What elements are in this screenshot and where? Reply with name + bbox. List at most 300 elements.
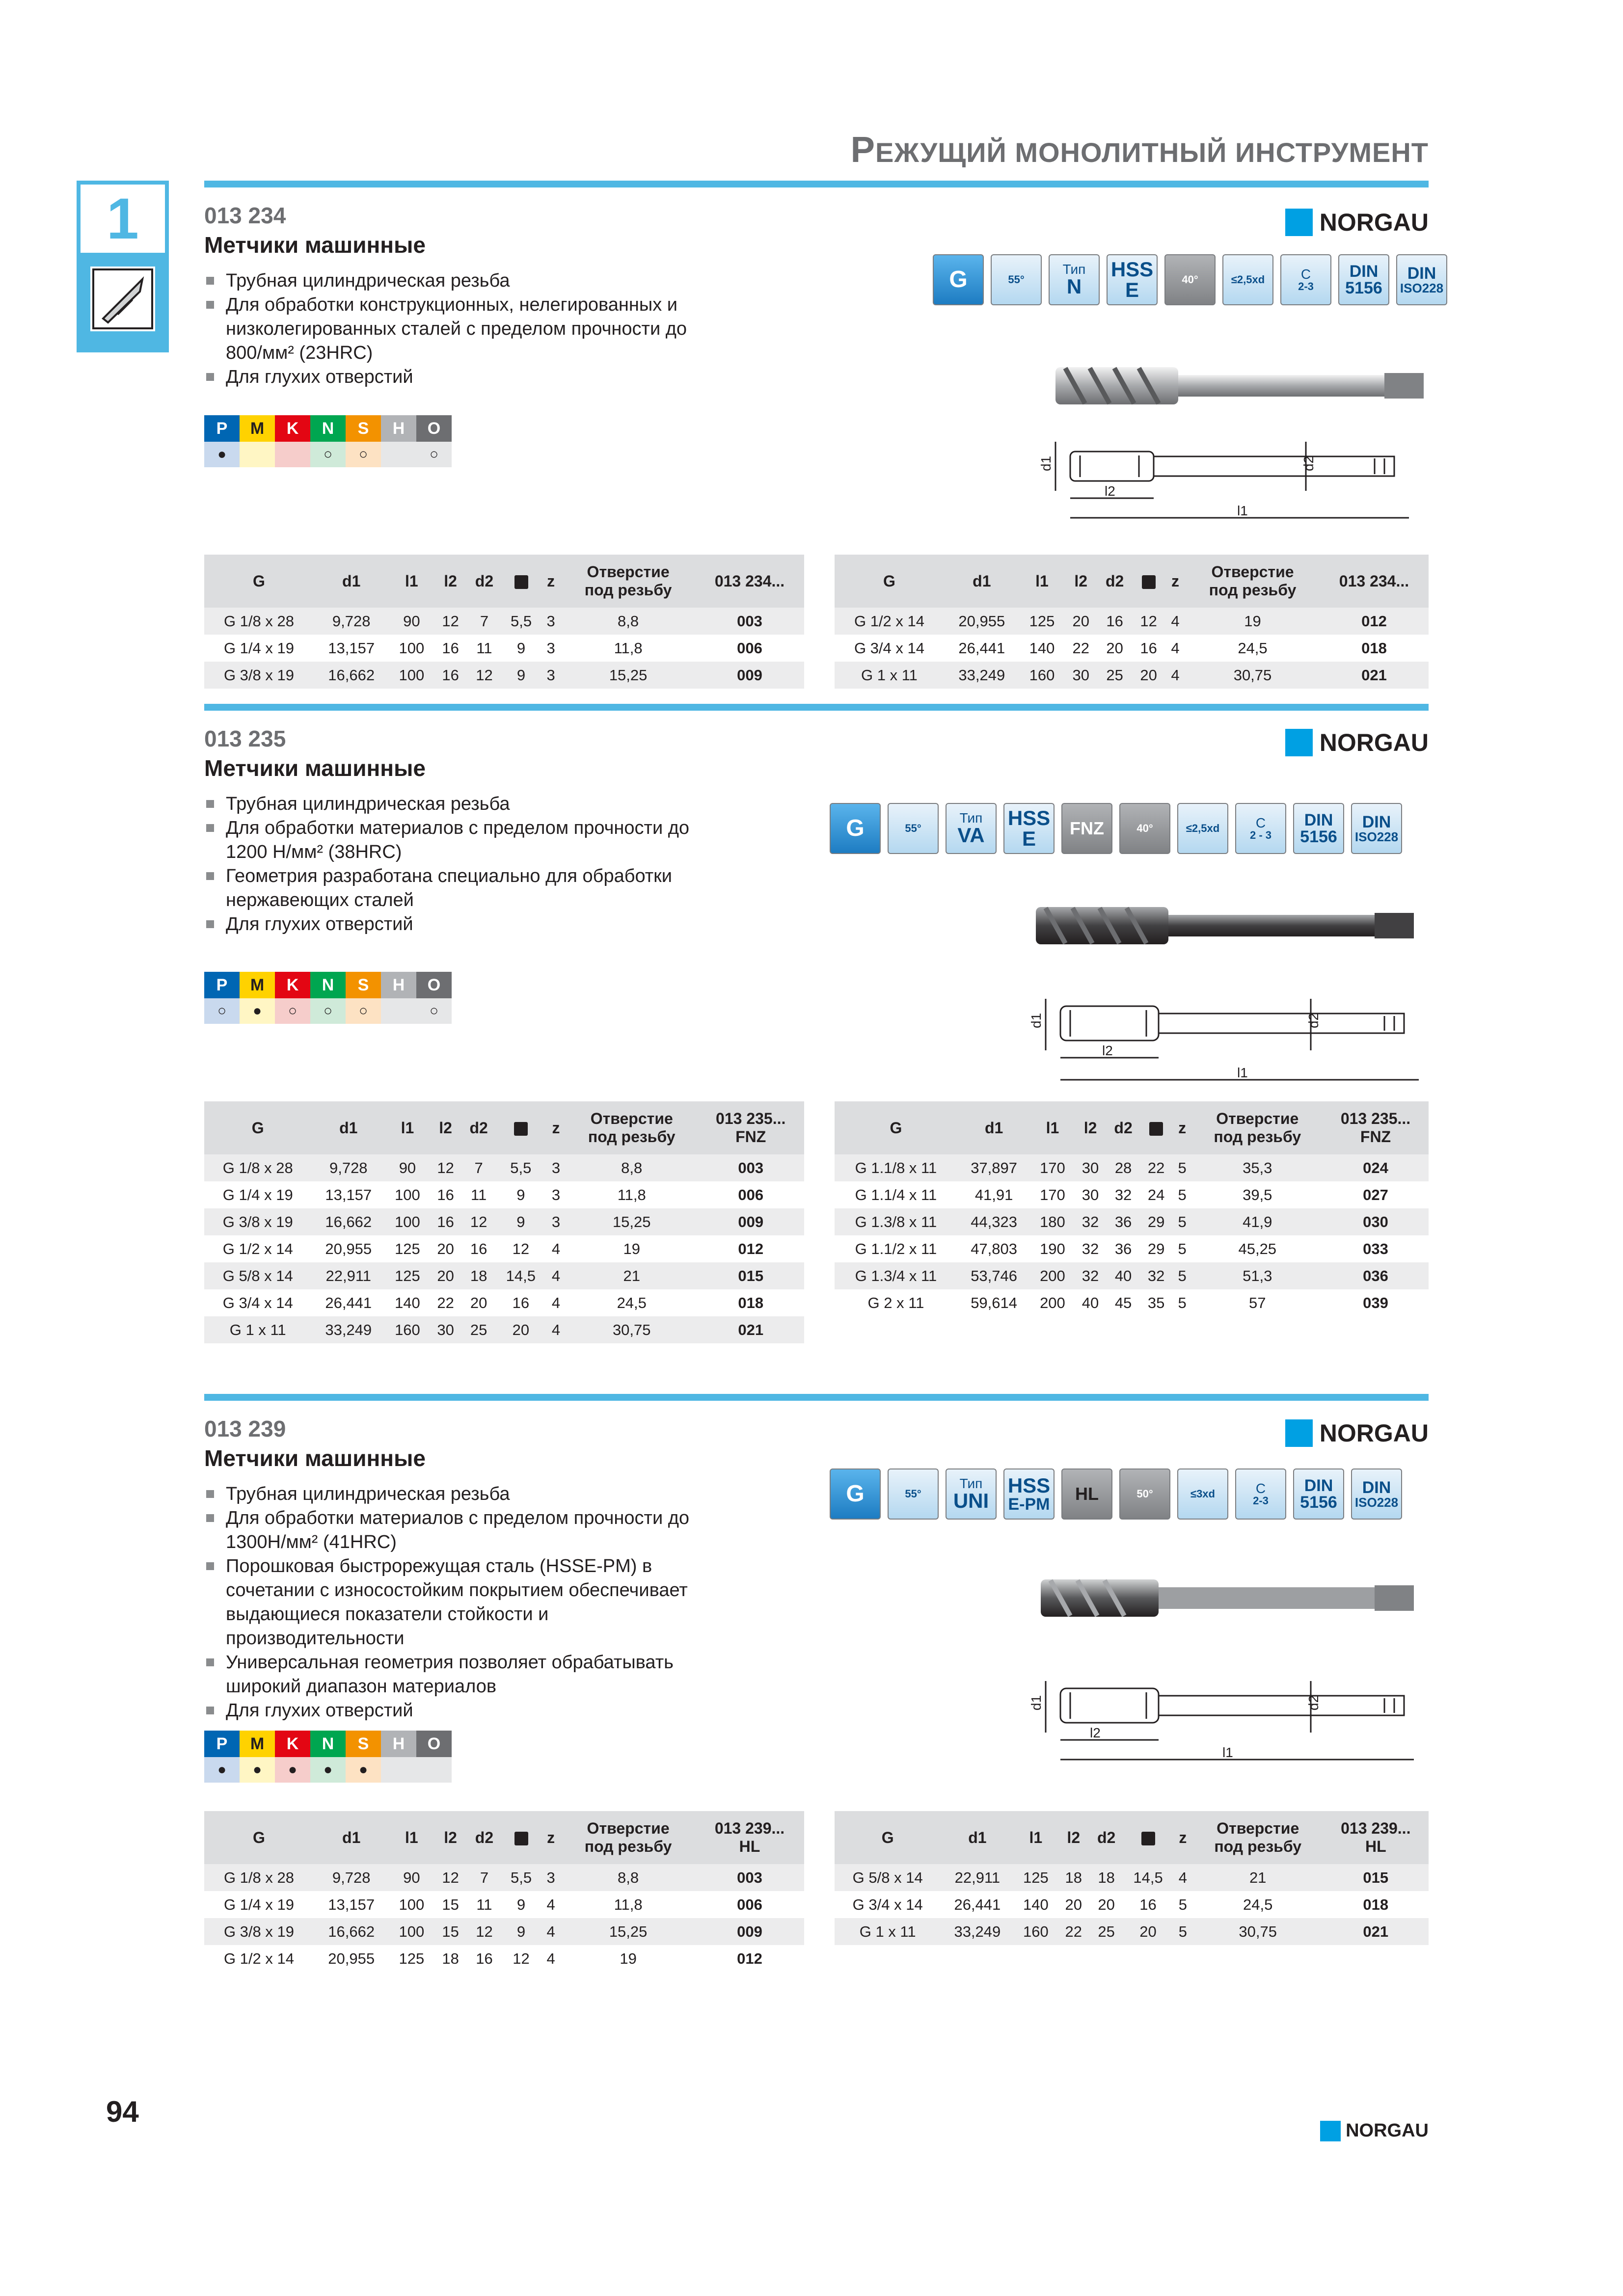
table-cell: 21: [566, 1262, 697, 1289]
table-cell: 11,8: [614, 639, 643, 657]
helix-angle-icon: 50°: [1119, 1468, 1170, 1520]
table-cell: G 1 x 11: [835, 1918, 941, 1945]
page-header-title: РЕЖУЩИЙ МОНОЛИТНЫЙ ИНСТРУМЕНТ: [850, 129, 1429, 170]
table-cell: 4: [1173, 1864, 1193, 1891]
table-cell: G 1/8 x 28: [204, 608, 314, 635]
din-iso228-icon: DIN ISO228: [1351, 1468, 1402, 1520]
table-cell: 20: [1065, 1896, 1082, 1913]
table-cell: 9: [516, 639, 526, 657]
helix-angle-icon: 40°: [1119, 803, 1170, 854]
spec-table-left: G d1 l1 l2 d2 z Отверстие под резьбу 013 239... HL G 1/8 x 28 9,728 90 12 7 5,5 3 8,8 003 G 1/4 x 19 13,157 100 15 11 9 4 11,8 006 G 3/8 x 19 16,662 100 15 12 9 4 15,25 009 G 1/2 x 14 20,955 125 18 16 12 4 19 012: [204, 1811, 804, 1972]
section-title: Метчики машинные: [204, 755, 426, 781]
table-cell: 20: [1132, 662, 1165, 689]
brand-logo: NORGAU: [1285, 208, 1429, 237]
table-cell: 26,441: [325, 1294, 372, 1311]
suitability-mark: [381, 1757, 416, 1783]
feature-list: [204, 1482, 725, 1723]
feature-list: [204, 792, 725, 936]
table-cell: G 1/4 x 19: [222, 1186, 293, 1203]
table-cell: 140: [395, 1294, 420, 1311]
material-o: O: [416, 972, 452, 998]
table-cell: 51,3: [1192, 1262, 1323, 1289]
table-cell: 15,25: [561, 662, 695, 689]
table-cell: 20: [430, 1262, 462, 1289]
suitability-mark: ○: [346, 442, 381, 467]
table-row: [835, 1289, 1429, 1316]
table-cell: 20: [470, 1294, 487, 1311]
order-code-cell: 018: [1363, 1896, 1389, 1913]
table-cell: 35,3: [1192, 1154, 1323, 1181]
table-cell: 4: [551, 1294, 561, 1311]
order-code-cell: 006: [737, 639, 762, 657]
thread-g-icon: G: [830, 1468, 881, 1520]
dim-l2-label: l2: [1102, 1043, 1113, 1058]
coating-icon: HL: [1061, 1468, 1112, 1520]
table-row: [204, 1154, 804, 1181]
table-cell: 32: [1075, 1208, 1107, 1235]
table-row: [835, 1891, 1429, 1918]
hole-depth-icon: ≤2,5xd: [1177, 803, 1228, 854]
table-cell: 30,75: [1186, 662, 1320, 689]
table-cell: 4: [1165, 662, 1186, 689]
chamfer-icon: C 2 - 3: [1235, 803, 1286, 854]
spec-table-left: G d1 l1 l2 d2 z Отверстие под резьбу 013 234... G 1/8 x 28 9,728 90 12 7 5,5 3 8,8 003 G 1/4 x 19 13,157 100 16 11 9 3 11,8 006 G 3/8 x 19 16,662 100 16 12 9 3 15,25 009: [204, 555, 804, 689]
spec-table-right: G d1 l1 l2 d2 z Отверстие под резьбу 013 235... FNZ G 1.1/8 x 11 37,897 170 30 28 22 5 35,3 024 G 1.1/4 x 11 41,91 170 30 32 24 5 39,5 027 G 1.3/8 x 11 44,323 180 32 36 29 5 41,9 030 G 1.1/2 x 11 47,803 190 32 36 29 5 45,25 033 G 1.3/4 x 11 53,746 200 32 40 32 5 51,3 036 G 2 x 11 59,614 200 40 45 35 5 57 039: [835, 1101, 1429, 1316]
material-matrix: [204, 1731, 452, 1783]
table-cell: 125: [385, 1262, 430, 1289]
suitability-mark: ●: [204, 442, 240, 467]
table-cell: 35: [1147, 1294, 1165, 1311]
section-divider: [204, 1394, 1429, 1401]
table-cell: 100: [389, 662, 434, 689]
table-cell: 30,75: [1193, 1918, 1323, 1945]
section-divider: [204, 704, 1429, 711]
table-cell: 12: [467, 1918, 502, 1945]
tap-dimension-drawing: [1028, 1669, 1424, 1772]
feature-item: Для глухих отверстий: [204, 1699, 725, 1723]
table-row: [204, 1235, 804, 1262]
property-icons: [830, 803, 1402, 854]
table-cell: 18: [461, 1262, 496, 1289]
table-cell: G 3/8 x 19: [204, 1208, 311, 1235]
table-cell: G 1/4 x 19: [223, 1896, 294, 1913]
material-o: O: [416, 1731, 452, 1757]
table-cell: 125: [395, 1240, 420, 1257]
table-row: [835, 1208, 1429, 1235]
table-cell: 18: [1057, 1864, 1089, 1891]
feature-item: Геометрия разработана специально для обработки нержавеющих сталей: [204, 864, 725, 912]
tap-dimension-drawing: [1038, 427, 1429, 535]
table-cell: G 1.3/8 x 11: [835, 1208, 957, 1235]
table-cell: 22: [1072, 639, 1089, 657]
table-cell: 100: [399, 639, 425, 657]
dim-l2-label: l2: [1090, 1725, 1101, 1740]
brand-square-icon: [1285, 1419, 1313, 1447]
order-code-cell: 015: [697, 1262, 804, 1289]
material-p: P: [204, 415, 240, 442]
table-cell: G 1.1/2 x 11: [855, 1240, 937, 1257]
table-cell: 9: [496, 1208, 546, 1235]
material-m: M: [240, 972, 275, 998]
table-cell: G 1/8 x 28: [204, 1864, 314, 1891]
table-cell: 140: [1029, 639, 1055, 657]
table-cell: 5: [1172, 1154, 1192, 1181]
table-row: [835, 1864, 1429, 1891]
table-cell: 11,8: [614, 1896, 643, 1913]
square-shank-icon: [514, 1122, 528, 1136]
order-code-cell: 006: [737, 1896, 762, 1913]
table-row: [835, 1154, 1429, 1181]
order-code-cell: 012: [737, 1949, 762, 1967]
order-code-cell: 003: [695, 1864, 804, 1891]
table-cell: 24,5: [617, 1294, 647, 1311]
dim-d2-label: d2: [1306, 1695, 1321, 1710]
brand-square-icon: [1320, 2121, 1341, 2141]
table-cell: 11: [476, 639, 492, 657]
brand-square-icon: [1285, 729, 1313, 756]
suitability-mark: ○: [416, 442, 452, 467]
table-row: [835, 1181, 1429, 1208]
suitability-mark: ○: [310, 442, 346, 467]
material-k: K: [275, 415, 310, 442]
chapter-number: 1: [77, 181, 169, 257]
table-cell: 190: [1040, 1240, 1065, 1257]
thread-angle-icon: 55°: [888, 1468, 939, 1520]
tap-photo: [1055, 358, 1429, 412]
section-title: Метчики машинные: [204, 1445, 426, 1471]
table-cell: 19: [620, 1949, 637, 1967]
table-cell: 24: [1147, 1186, 1165, 1203]
suitability-mark: ○: [204, 998, 240, 1024]
table-cell: 30: [1075, 1154, 1107, 1181]
table-cell: 8,8: [566, 1154, 697, 1181]
tap-dimension-drawing: [1028, 987, 1429, 1095]
chapter-tab: [77, 181, 169, 352]
suitability-mark: [416, 1757, 452, 1783]
table-cell: 45,25: [1238, 1240, 1277, 1257]
feature-list: [204, 269, 725, 389]
table-cell: 53,746: [957, 1262, 1030, 1289]
material-h: H: [381, 972, 416, 998]
table-cell: 19: [1186, 608, 1320, 635]
table-row: [204, 1262, 804, 1289]
order-code-cell: 003: [695, 608, 804, 635]
table-cell: 170: [1030, 1154, 1074, 1181]
dim-d1-label: d1: [1038, 455, 1054, 471]
table-cell: 5: [1172, 1262, 1192, 1289]
table-cell: 16: [1139, 1896, 1157, 1913]
table-cell: 12: [467, 662, 502, 689]
dim-l1-label: l1: [1237, 1065, 1248, 1080]
table-cell: 20: [1106, 639, 1123, 657]
table-row: [204, 1208, 804, 1235]
table-cell: 5,5: [502, 1864, 541, 1891]
table-cell: 13,157: [325, 1186, 372, 1203]
order-code-cell: 012: [1320, 608, 1429, 635]
table-cell: 44,323: [957, 1208, 1030, 1235]
table-cell: 11,8: [617, 1186, 646, 1203]
square-shank-icon: [514, 575, 528, 589]
table-cell: 125: [1014, 1864, 1057, 1891]
table-cell: 16: [434, 662, 467, 689]
feature-item: Для глухих отверстий: [204, 365, 725, 389]
order-code-cell: 024: [1323, 1154, 1429, 1181]
table-cell: G 1/4 x 19: [223, 639, 294, 657]
drill-icon: [90, 267, 155, 331]
feature-item: Для обработки материалов с пределом прочности до 1300Н/мм² (41HRC): [204, 1506, 725, 1554]
suitability-mark: ○: [346, 998, 381, 1024]
suitability-mark: ●: [310, 1757, 346, 1783]
table-cell: G 1 x 11: [204, 1316, 311, 1343]
table-cell: 18: [1089, 1864, 1123, 1891]
table-cell: 9,728: [314, 608, 389, 635]
order-code-cell: 009: [697, 1208, 804, 1235]
table-cell: 20: [496, 1316, 546, 1343]
table-cell: 32: [1114, 1186, 1132, 1203]
hole-depth-icon: ≤2,5xd: [1222, 254, 1273, 305]
table-cell: 24,5: [1238, 639, 1268, 657]
table-cell: 90: [389, 608, 434, 635]
table-cell: 18: [442, 1949, 459, 1967]
order-code-cell: 021: [697, 1316, 804, 1343]
table-cell: 14,5: [1123, 1864, 1173, 1891]
dim-d1-label: d1: [1028, 1695, 1044, 1710]
table-cell: G 3/8 x 19: [204, 662, 314, 689]
material-p: P: [204, 1731, 240, 1757]
order-code-cell: 018: [1361, 639, 1387, 657]
table-cell: 12: [461, 1208, 496, 1235]
table-cell: G 3/4 x 14: [854, 639, 924, 657]
tap-type-icon: Тип N: [1049, 254, 1100, 305]
order-code-cell: 018: [738, 1294, 764, 1311]
table-cell: 15,25: [566, 1208, 697, 1235]
suitability-mark: ●: [240, 998, 275, 1024]
table-cell: 8,8: [561, 608, 695, 635]
table-cell: 12: [512, 1240, 530, 1257]
table-cell: 30: [1064, 662, 1097, 689]
table-cell: 5: [1178, 1896, 1188, 1913]
table-cell: 13,157: [328, 1896, 375, 1913]
order-code-cell: 021: [1323, 1918, 1429, 1945]
order-code-cell: 021: [1320, 662, 1429, 689]
property-icons: [830, 1468, 1402, 1520]
property-icons: [933, 254, 1447, 305]
suitability-mark: ●: [204, 1757, 240, 1783]
table-cell: 9: [502, 1918, 541, 1945]
suitability-mark: ●: [346, 1757, 381, 1783]
table-cell: 40: [1082, 1294, 1099, 1311]
square-shank-icon: [1142, 575, 1156, 589]
table-cell: 170: [1040, 1186, 1065, 1203]
table-cell: 16,662: [314, 662, 389, 689]
feature-item: Трубная цилиндрическая резьба: [204, 1482, 725, 1506]
table-cell: 22,911: [311, 1262, 385, 1289]
table-cell: 4: [546, 1262, 566, 1289]
table-row: [835, 1918, 1429, 1945]
tap-photo: [1036, 898, 1424, 952]
table-cell: 180: [1030, 1208, 1074, 1235]
thread-g-icon: G: [830, 803, 881, 854]
order-code-cell: 009: [695, 662, 804, 689]
table-cell: 9: [516, 1896, 526, 1913]
table-cell: 25: [1097, 662, 1132, 689]
table-cell: 9: [516, 1186, 525, 1203]
table-cell: 25: [1089, 1918, 1123, 1945]
table-cell: 5: [1173, 1918, 1193, 1945]
suitability-mark: [381, 442, 416, 467]
table-cell: 33,249: [311, 1316, 385, 1343]
table-row: [204, 1289, 804, 1316]
order-code-cell: 012: [738, 1240, 764, 1257]
material-k: K: [275, 972, 310, 998]
spec-table-right: G d1 l1 l2 d2 z Отверстие под резьбу 013 239... HL G 5/8 x 14 22,911 125 18 18 14,5 4 21 015 G 3/4 x 14 26,441 140 20 20 16 5 24,5 018 G 1 x 11 33,249 160 22 25 20 5 30,75 021: [835, 1811, 1429, 1945]
table-cell: 22: [1140, 1154, 1172, 1181]
table-cell: 59,614: [971, 1294, 1018, 1311]
table-cell: 4: [1165, 608, 1186, 635]
table-cell: 4: [546, 1316, 566, 1343]
table-cell: 16: [442, 639, 459, 657]
square-shank-icon: [514, 1832, 528, 1845]
table-row: [835, 1262, 1429, 1289]
table-cell: 16: [470, 1240, 487, 1257]
material-h: H: [381, 415, 416, 442]
suitability-mark: [381, 998, 416, 1024]
table-cell: 5: [1178, 1186, 1187, 1203]
table-row: [835, 608, 1429, 635]
order-code-cell: 015: [1323, 1864, 1429, 1891]
table-cell: 9: [502, 662, 541, 689]
table-row: [204, 608, 804, 635]
brand-square-icon: [1285, 209, 1313, 236]
tap-type-icon: Тип UNI: [946, 1468, 997, 1520]
din-5156-icon: DIN 5156: [1293, 1468, 1344, 1520]
order-code-cell: 039: [1363, 1294, 1388, 1311]
suitability-mark: ●: [275, 1757, 310, 1783]
table-cell: 36: [1107, 1208, 1140, 1235]
table-cell: G 3/4 x 14: [852, 1896, 923, 1913]
table-cell: 47,803: [971, 1240, 1018, 1257]
table-cell: 9,728: [314, 1864, 389, 1891]
feature-item: Для глухих отверстий: [204, 912, 725, 936]
table-cell: 3: [546, 1154, 566, 1181]
suitability-mark: ○: [275, 998, 310, 1024]
thread-angle-icon: 55°: [888, 803, 939, 854]
table-cell: 200: [1030, 1262, 1074, 1289]
table-cell: 20,955: [944, 608, 1020, 635]
footer-brand-logo: NORGAU: [1320, 2120, 1429, 2141]
table-cell: G 1.1/8 x 11: [835, 1154, 957, 1181]
table-cell: 12: [434, 608, 467, 635]
table-cell: 16,662: [314, 1918, 389, 1945]
table-cell: 22: [1057, 1918, 1089, 1945]
coating-icon: FNZ: [1061, 803, 1112, 854]
suitability-mark: [275, 442, 310, 467]
material-m: M: [240, 415, 275, 442]
feature-item: Порошковая быстрорежущая сталь (HSSE-PM) в сочетании с износостойким покрытием обеспечивает выдающиеся показатели стойкости и производительности: [204, 1554, 725, 1651]
table-cell: 5,5: [496, 1154, 546, 1181]
table-cell: 12: [434, 1864, 467, 1891]
table-cell: 7: [461, 1154, 496, 1181]
feature-item: Для обработки материалов с пределом прочности до 1200 Н/мм² (38HRC): [204, 816, 725, 864]
order-code-cell: 009: [695, 1918, 804, 1945]
chamfer-icon: C 2-3: [1280, 254, 1331, 305]
table-row: [204, 1181, 804, 1208]
table-cell: 41,9: [1192, 1208, 1323, 1235]
section-code: 013 239: [204, 1416, 286, 1442]
table-cell: 36: [1114, 1240, 1132, 1257]
table-cell: 37,897: [957, 1154, 1030, 1181]
table-cell: 30: [430, 1316, 462, 1343]
table-cell: 4: [541, 1918, 561, 1945]
table-cell: 3: [541, 662, 561, 689]
material-h: H: [381, 1731, 416, 1757]
feature-item: Для обработки конструкционных, нелегированных и низколегированных сталей с пределом прочности до 800/мм² (23HRC): [204, 293, 725, 365]
order-code-cell: 027: [1363, 1186, 1388, 1203]
table-cell: 20: [1123, 1918, 1173, 1945]
feature-item: Трубная цилиндрическая резьба: [204, 269, 725, 293]
table-cell: 5: [1178, 1294, 1187, 1311]
table-cell: 16: [1097, 608, 1132, 635]
section-code: 013 235: [204, 726, 286, 751]
table-cell: 140: [1023, 1896, 1049, 1913]
table-cell: G 5/8 x 14: [835, 1864, 941, 1891]
table-cell: 160: [1020, 662, 1065, 689]
dim-l2-label: l2: [1105, 483, 1115, 499]
table-cell: 12: [1132, 608, 1165, 635]
table-cell: 15,25: [561, 1918, 695, 1945]
table-cell: 19: [623, 1240, 640, 1257]
table-cell: 12: [430, 1154, 462, 1181]
table-cell: 12: [513, 1949, 530, 1967]
suitability-mark: ●: [240, 1757, 275, 1783]
table-row: [204, 1945, 804, 1972]
tap-type-icon: Тип VA: [946, 803, 997, 854]
material-n: N: [310, 1731, 346, 1757]
table-cell: G 3/4 x 14: [222, 1294, 293, 1311]
table-cell: 22,911: [941, 1864, 1014, 1891]
table-cell: G 3/8 x 19: [204, 1918, 314, 1945]
material-o: O: [416, 415, 452, 442]
table-cell: 3: [546, 1208, 566, 1235]
table-cell: 16: [512, 1294, 530, 1311]
table-cell: G 1/2 x 14: [835, 608, 944, 635]
table-cell: G 1.3/4 x 11: [835, 1262, 957, 1289]
material-hss-icon: HSS E: [1107, 254, 1158, 305]
table-cell: 32: [1140, 1262, 1172, 1289]
section-title: Метчики машинные: [204, 232, 426, 258]
table-cell: 125: [1020, 608, 1065, 635]
square-shank-icon: [1141, 1832, 1155, 1845]
material-hss-icon: HSS E: [1003, 803, 1055, 854]
table-cell: 16: [437, 1186, 454, 1203]
table-cell: 3: [551, 1186, 561, 1203]
table-cell: 15: [434, 1918, 467, 1945]
brand-logo: NORGAU: [1285, 1418, 1429, 1448]
table-cell: 30: [1082, 1186, 1099, 1203]
material-n: N: [310, 415, 346, 442]
table-cell: 20: [437, 1240, 454, 1257]
feature-item: Трубная цилиндрическая резьба: [204, 792, 725, 816]
table-cell: 24,5: [1243, 1896, 1273, 1913]
table-cell: 40: [1107, 1262, 1140, 1289]
material-matrix: [204, 972, 452, 1024]
table-cell: 26,441: [958, 639, 1005, 657]
order-code-cell: 003: [697, 1154, 804, 1181]
table-cell: G 1/2 x 14: [223, 1949, 294, 1967]
table-cell: 200: [1040, 1294, 1065, 1311]
table-cell: 25: [461, 1316, 496, 1343]
table-cell: G 5/8 x 14: [204, 1262, 311, 1289]
